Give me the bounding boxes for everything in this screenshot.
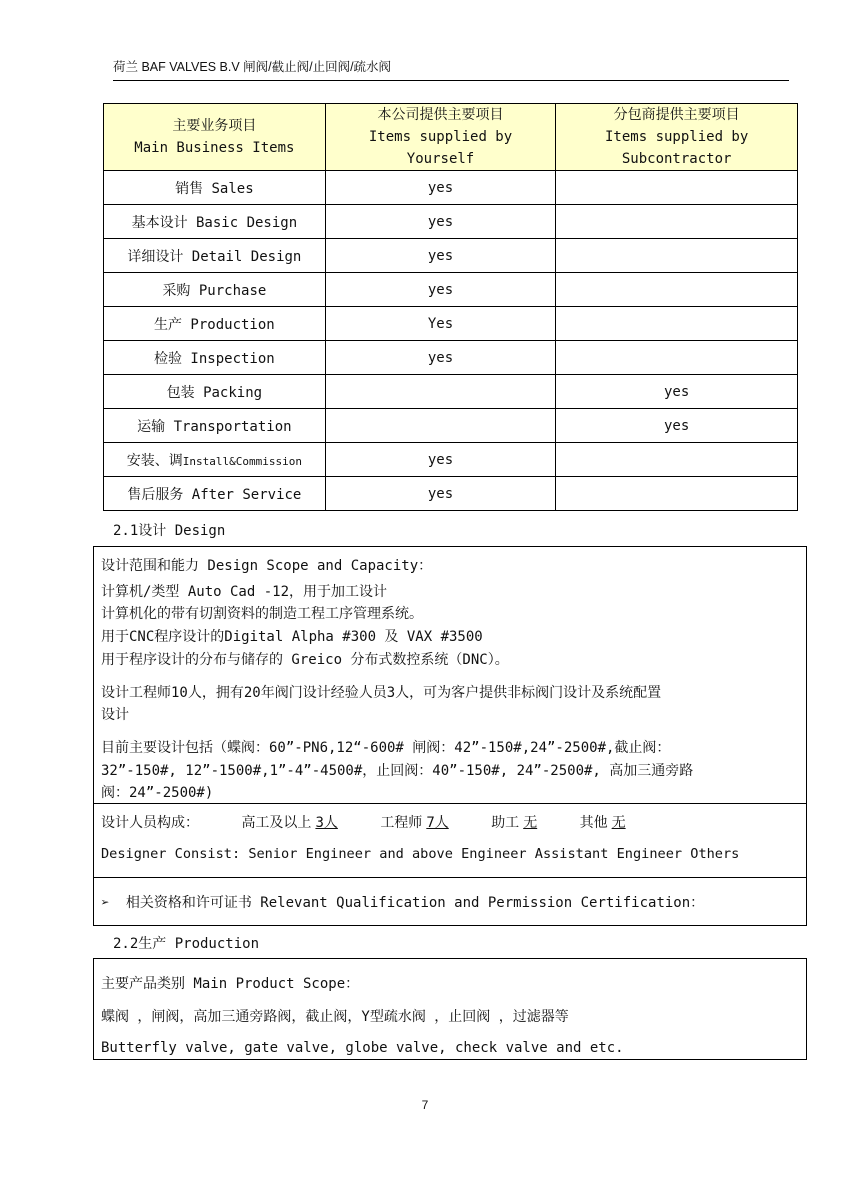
sub-cell	[556, 477, 798, 511]
senior-label: 高工及以上	[241, 815, 312, 831]
table-row	[104, 273, 798, 307]
design-heading: 2.1设计 Design	[113, 523, 226, 539]
self-cell: yes	[325, 273, 556, 307]
staff-english: Designer Consist: Senior Engineer and above Engineer Assistant Engineer Others	[101, 846, 740, 862]
item-cell: 生产 Production	[104, 307, 326, 341]
qualification-text: 相关资格和许可证书 Relevant Qualification and Permission Certification：	[125, 895, 705, 911]
header-text: 荷兰 BAF VALVES B.V 闸阀/截止阀/止回阀/疏水阀	[113, 60, 392, 74]
senior-value: 3人	[315, 815, 338, 831]
sub-cell: yes	[556, 375, 798, 409]
sub-cell	[556, 443, 798, 477]
header-subcontractor	[556, 104, 798, 171]
table-row	[104, 171, 798, 205]
others-label: 其他	[579, 815, 608, 831]
sub-cell	[556, 171, 798, 205]
divider	[94, 803, 806, 804]
header-cn: 本公司提供主要项目	[377, 107, 504, 123]
engineers-text-cont: 设计	[101, 707, 129, 723]
page-header	[113, 58, 789, 81]
self-cell: Yes	[325, 307, 556, 341]
self-cell: yes	[325, 443, 556, 477]
sub-cell: yes	[556, 409, 798, 443]
self-cell: yes	[325, 341, 556, 375]
sub-cell	[556, 205, 798, 239]
staff-label: 设计人员构成：	[101, 815, 199, 831]
header-cn: 主要业务项目	[172, 118, 257, 134]
header-cn: 分包商提供主要项目	[613, 107, 740, 123]
engineer-label: 工程师	[380, 815, 423, 831]
scope-title: 设计范围和能力 Design Scope and Capacity：	[101, 558, 433, 574]
sub-cell	[556, 307, 798, 341]
header-en: Items supplied by	[368, 129, 513, 145]
sub-cell	[556, 239, 798, 273]
design-line: 计算机/类型 Auto Cad -12，用于加工设计	[101, 584, 388, 600]
business-items-table	[103, 103, 798, 511]
item-cell: 采购 Purchase	[104, 273, 326, 307]
item-cell: 销售 Sales	[104, 171, 326, 205]
self-cell: yes	[325, 171, 556, 205]
item-cell: 详细设计 Detail Design	[104, 239, 326, 273]
staff-composition	[101, 812, 626, 832]
qualification-row	[101, 892, 704, 912]
item-cell: 运输 Transportation	[104, 409, 326, 443]
table-row	[104, 239, 798, 273]
item-cell	[104, 443, 326, 477]
item-cell: 售后服务 After Service	[104, 477, 326, 511]
header-en2: Subcontractor	[621, 151, 732, 167]
header-en2: Yourself	[406, 151, 475, 167]
self-cell	[325, 375, 556, 409]
products-cn: 蝶阀 ，闸阀，高加三通旁路阀，截止阀，Y型疏水阀 ，止回阀 ，过滤器等	[101, 1009, 569, 1025]
table-row	[104, 341, 798, 375]
products-en: Butterfly valve, gate valve, globe valve, check valve and etc.	[101, 1040, 624, 1056]
assistant-value: 无	[523, 815, 538, 831]
sub-cell	[556, 341, 798, 375]
item-cell: 检验 Inspection	[104, 341, 326, 375]
bullet-arrow-icon: ➢	[101, 895, 110, 911]
current-design-text: 阀：24”-2500#)	[101, 785, 214, 801]
header-yourself	[325, 104, 556, 171]
design-line: 用于程序设计的分布与储存的 Greico 分布式数控系统（DNC）。	[101, 652, 509, 668]
table-row	[104, 477, 798, 511]
divider	[94, 877, 806, 878]
sub-cell	[556, 273, 798, 307]
table-row	[104, 443, 798, 477]
item-cell: 包装 Packing	[104, 375, 326, 409]
engineer-value: 7人	[426, 815, 449, 831]
table-row	[104, 205, 798, 239]
item-cn: 安装、调	[126, 452, 183, 469]
self-cell	[325, 409, 556, 443]
table-row	[104, 375, 798, 409]
self-cell: yes	[325, 239, 556, 273]
item-en: Install&Commission	[182, 454, 302, 468]
table-header-row	[104, 104, 798, 171]
current-design-text: 32”-150#, 12”-1500#,1”-4”-4500#，止回阀：40”-150#, 24”-2500#, 高加三通旁路	[101, 763, 694, 779]
header-en: Main Business Items	[134, 140, 295, 156]
assistant-label: 助工	[491, 815, 520, 831]
table-row	[104, 409, 798, 443]
header-en: Items supplied by	[605, 129, 749, 145]
production-heading: 2.2生产 Production	[113, 936, 260, 952]
design-line: 计算机化的带有切割资料的制造工程工序管理系统。	[101, 606, 423, 622]
self-cell: yes	[325, 205, 556, 239]
design-line: 用于CNC程序设计的Digital Alpha #300 及 VAX #3500	[101, 629, 483, 645]
page-number: 7	[421, 1098, 429, 1112]
production-box	[93, 958, 807, 1060]
item-cell: 基本设计 Basic Design	[104, 205, 326, 239]
self-cell: yes	[325, 477, 556, 511]
others-value: 无	[611, 815, 626, 831]
header-main-business	[104, 104, 326, 171]
design-box	[93, 546, 807, 926]
product-scope-title: 主要产品类别 Main Product Scope：	[101, 976, 360, 992]
current-design-text: 目前主要设计包括（蝶阀：60”-PN6,12“-600# 闸阀：42”-150#,24”-2500#,截止阀：	[101, 740, 671, 756]
engineers-text: 设计工程师10人，拥有20年阀门设计经验人员3人，可为客户提供非标阀门设计及系统配置	[101, 685, 662, 701]
table-row	[104, 307, 798, 341]
